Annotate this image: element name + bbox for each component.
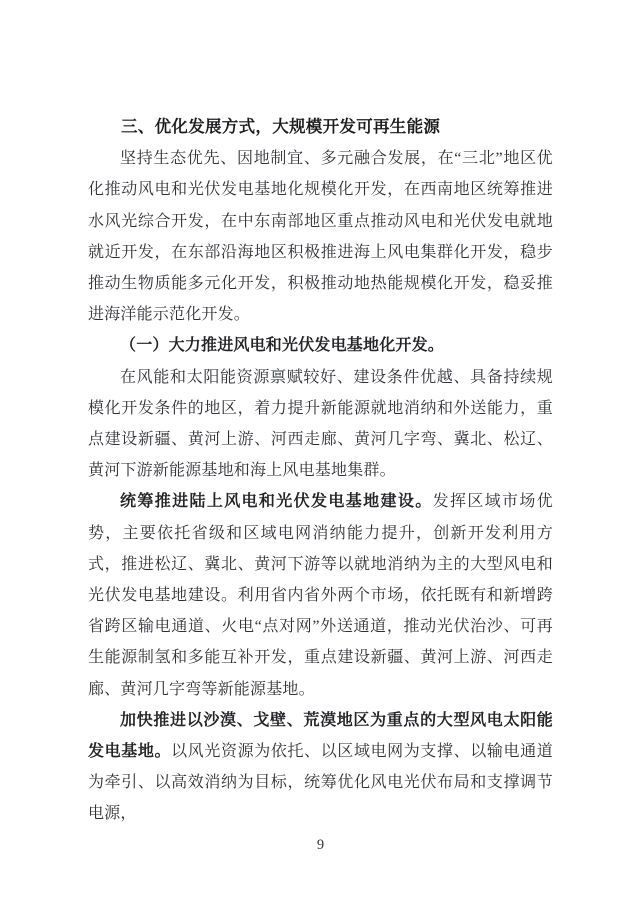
page-number: 9 xyxy=(316,836,325,853)
subsection-heading: （一）大力推进风电和光伏发电基地化开发。 xyxy=(120,337,445,355)
paragraph-onshore-text: 发挥区域市场优势，主要依托省级和区域电网消纳能力提升，创新开发利用方式，推进松辽、冀北、黄河下游等以就地消纳为主的大型风电和光伏发电基地建设。利用省内省外两个市场，依托既有和新增跨省跨区输电通道、火电“点对网”外送通道，推动光伏治沙、可再生能源制氢和多能互补开发，重点建设新疆、黄河上游、河西走廊、黄河几字弯等新能源基地。 xyxy=(88,493,553,698)
paragraph-intro: 坚持生态优先、因地制宜、多元融合发展，在“三北”地区优化推动风电和光伏发电基地化规模化开发，在西南地区统筹推进水风光综合开发，在中东南部地区重点推动风电和光伏发电就地就近开发，在东部沿海地区积极推进海上风电集群化开发，稳步推动生物质能多元化开发，积极推动地热能规模化开发，稳妥推进海洋能示范化开发。 xyxy=(88,150,553,324)
paragraph-bases: 在风能和太阳能资源禀赋较好、建设条件优越、具备持续规模化开发条件的地区，着力提升新能源就地消纳和外送能力，重点建设新疆、黄河上游、河西走廊、黄河几字弯、冀北、松辽、黄河下游新能源基地和海上风电基地集群。 xyxy=(88,368,553,480)
paragraph-onshore-lead: 统筹推进陆上风电和光伏发电基地建设。 xyxy=(120,493,433,511)
paragraph-desert-text: 以风光资源为依托、以区域电网为支撑、以输电通道为牵引、以高效消纳为目标，统筹优化风电光伏布局和支撑调节电源， xyxy=(88,743,553,823)
paragraph-desert xyxy=(88,705,553,830)
paragraph-desert-lead: 加快推进以沙漠、戈壁、荒漠地区为重点的大型风电太阳能发电基地。 xyxy=(88,711,553,761)
paragraph-onshore xyxy=(88,486,553,704)
section-heading: 三、优化发展方式，大规模开发可再生能源 xyxy=(121,118,441,136)
